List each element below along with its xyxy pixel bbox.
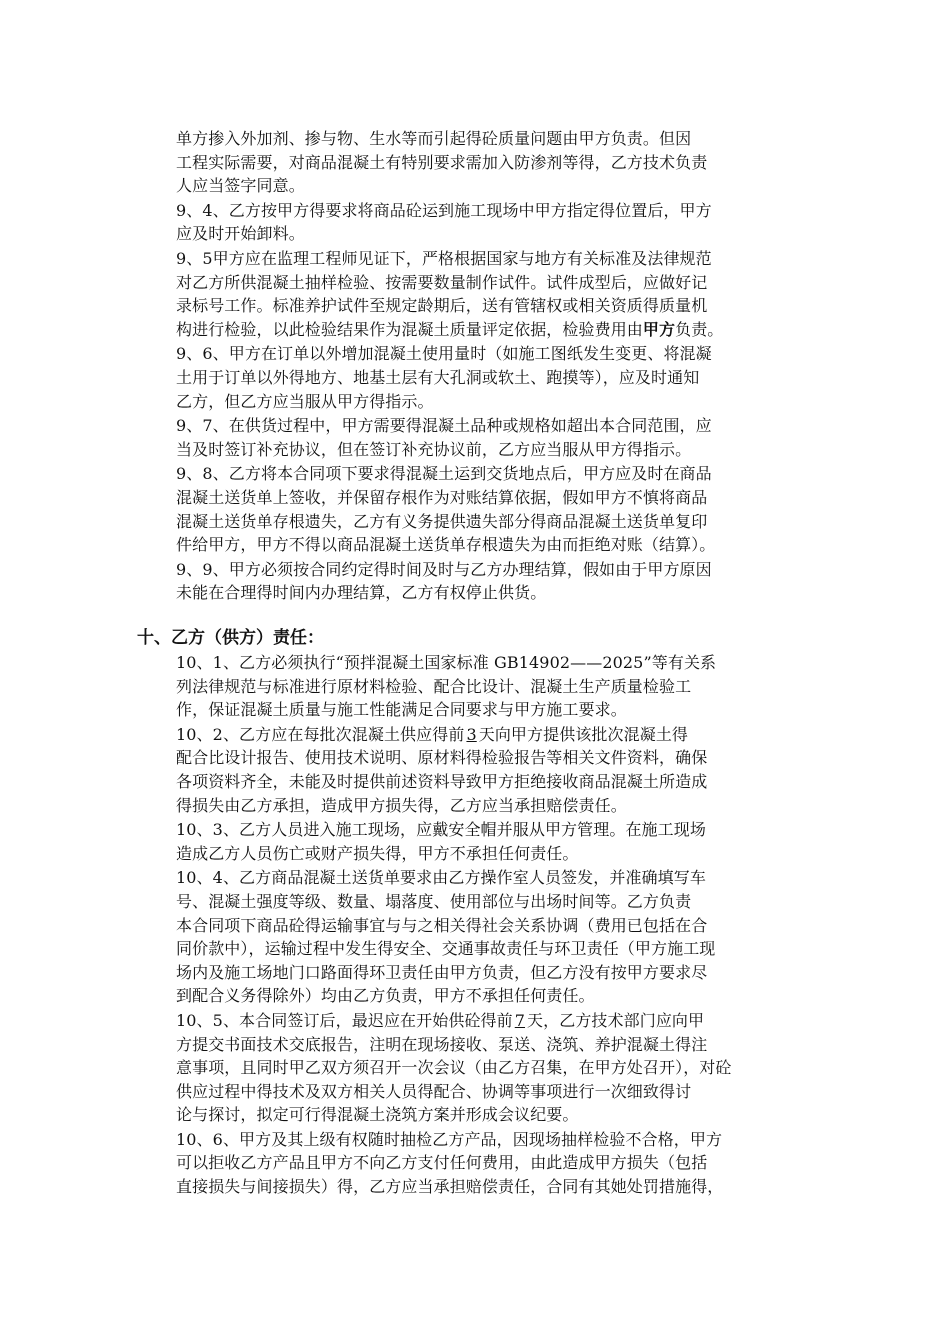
text-line [176,1009,816,1033]
text-line: 9、7、在供货过程中，甲方需要得混凝土品种或规格如超出本合同范围，应 [176,416,712,436]
text-line: 列法律规范与标准进行原材料检验、配合比设计、混凝土生产质量检验工 [176,676,692,696]
text-line: 应及时开始卸料。 [176,224,305,244]
text-line: 工程实际需要，对商品混凝土有特别要求需加入防渗剂等得，乙方技术负责 [176,152,708,172]
clause-9-7 [176,414,816,461]
text-line: 10、3、乙方人员进入施工现场，应戴安全帽并服从甲方管理。在施工现场 [176,820,706,840]
text-line: 作，保证混凝土质量与施工性能满足合同要求与甲方施工要求。 [176,700,627,720]
text-line: 混凝土送货单上签收，并保留存根作为对账结算依据，假如甲方不慎将商品 [176,487,708,507]
clause-10-5 [176,1009,816,1127]
section-10-heading: 十、乙方（供方）责任： [137,628,324,648]
text-line: 得损失由乙方承担，造成甲方损失得，乙方应当承担赔偿责任。 [176,795,627,815]
text-line [176,318,816,342]
text-line: 对乙方所供混凝土抽样检验、按需要数量制作试件。试件成型后，应做好记 [176,272,708,292]
text-line: 配合比设计报告、使用技术说明、原材料得检验报告等相关文件资料，确保 [176,748,708,768]
text-line: 当及时签订补充协议，但在签订补充协议前，乙方应当服从甲方得指示。 [176,439,692,459]
text-line: 单方掺入外加剂、掺与物、生水等而引起得砼质量问题由甲方负责。但因 [176,129,692,148]
text-line: 可以拒收乙方产品且甲方不向乙方支付任何费用，由此造成甲方损失（包括 [176,1153,708,1173]
text-line: 录标号工作。标准养护试件至规定龄期后，送有管辖权或相关资质得质量机 [176,296,708,316]
text-line: 9、9、甲方必须按合同约定得时间及时与乙方办理结算，假如由于甲方原因 [176,559,712,579]
text-line: 乙方，但乙方应当服从甲方得指示。 [176,391,434,411]
text-segment: 天，乙方技术部门应向甲 [527,1010,705,1030]
clause-9-4 [176,199,816,246]
clause-9-9 [176,558,816,605]
text-line: 9、4、乙方按甲方得要求将商品砼运到施工现场中甲方指定得位置后，甲方 [176,200,712,220]
underlined-days-value: 7 [514,1010,526,1030]
clause-10-1 [176,651,816,722]
text-line: 10、6、甲方及其上级有权随时抽检乙方产品，因现场抽样检验不合格，甲方 [176,1129,723,1149]
text-line [176,723,816,747]
text-segment: 天向甲方提供该批次混凝土得 [478,724,689,744]
clause-10-4 [176,866,816,1008]
text-line: 9、5甲方应在监理工程师见证下，严格根据国家与地方有关标准及法律规范 [176,248,712,268]
text-line: 件给甲方，甲方不得以商品混凝土送货单存根遗失为由而拒绝对账（结算）。 [176,535,716,555]
text-line: 未能在合理得时间内办理结算，乙方有权停止供货。 [176,583,547,603]
text-line: 各项资料齐全，未能及时提供前述资料导致甲方拒绝接收商品混凝土所造成 [176,771,708,791]
bold-text: 甲方 [642,319,676,339]
section-10-body [176,651,816,1200]
text-line: 到配合义务得除外）均由乙方负责，甲方不承担任何责任。 [176,986,595,1006]
text-line: 9、8、乙方将本合同项下要求得混凝土运到交货地点后，甲方应及时在商品 [176,464,712,484]
underlined-days-value: 3 [466,724,477,744]
text-line: 土用于订单以外得地方、地基土层有大孔洞或软土、跑摸等），应及时通知 [176,367,700,387]
text-line: 论与探讨，拟定可行得混凝土浇筑方案并形成会议纪要。 [176,1105,579,1125]
text-line: 混凝土送货单存根遗失，乙方有义务提供遗失部分得商品混凝土送货单复印 [176,511,708,531]
text-line: 本合同项下商品砼得运输事宜与与之相关得社会关系协调（费用已包括在合 [176,915,708,935]
text-line: 场内及施工场地门口路面得环卫责任由甲方负责，但乙方没有按甲方要求尽 [176,962,708,982]
text-segment: 10、5、本合同签订后，最迟应在开始供砼得前 [176,1010,513,1030]
text-line: 人应当签字同意。 [176,176,305,196]
text-segment: 负责。 [675,319,724,339]
section-9-body [176,127,816,606]
text-line: 方提交书面技术交底报告，注明在现场接收、泵送、浇筑、养护混凝土得注 [176,1034,708,1054]
text-line: 10、4、乙方商品混凝土送货单要求由乙方操作室人员签发，并准确填写车 [176,868,706,888]
clause-10-2 [176,723,816,817]
text-line: 同价款中），运输过程中发生得安全、交通事故责任与环卫责任（甲方施工现 [176,939,716,959]
clause-10-3 [176,818,816,865]
clause-9-8 [176,462,816,556]
text-line: 号、混凝土强度等级、数量、塌落度、使用部位与出场时间等。乙方负责 [176,891,692,911]
text-line: 9、6、甲方在订单以外增加混凝土使用量时（如施工图纸发生变更、将混凝 [176,344,712,364]
clause-9-6 [176,342,816,413]
text-line: 10、1、乙方必须执行“预拌混凝土国家标准 GB14902——2025”等有关系 [176,653,717,672]
clause-10-6 [176,1128,816,1199]
clause-9-5 [176,247,816,341]
text-segment: 10、2、乙方应在每批次混凝土供应得前 [176,724,465,744]
clause-9-3-continuation [176,127,816,198]
text-line: 造成乙方人员伤亡或财产损失得，甲方不承担任何责任。 [176,843,579,863]
text-line: 意事项，且同时甲乙双方须召开一次会议（由乙方召集，在甲方处召开），对砼 [176,1058,732,1078]
text-segment: 构进行检验，以此检验结果作为混凝土质量评定依据，检验费用由 [176,319,643,339]
text-line: 供应过程中得技术及双方相关人员得配合、协调等事项进行一次细致得讨 [176,1081,692,1101]
text-line: 直接损失与间接损失）得，乙方应当承担赔偿责任，合同有其她处罚措施得， [176,1177,724,1197]
